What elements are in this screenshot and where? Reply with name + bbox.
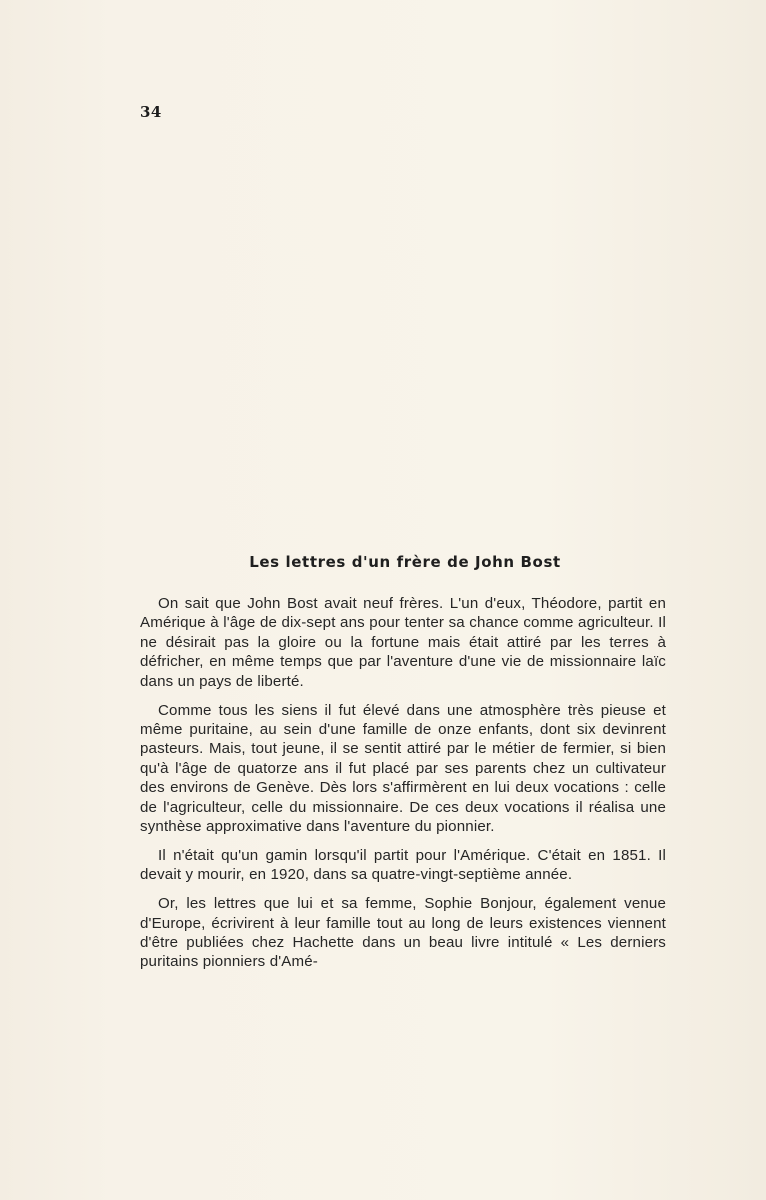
page-number: 34 <box>140 103 162 121</box>
article-title: Les lettres d'un frère de John Bost <box>249 553 561 571</box>
article-body <box>140 594 666 981</box>
paragraph: Or, les lettres que lui et sa femme, Sophie Bonjour, également venue d'Europe, écrivirent à leur famille tout au long de leurs existences viennent d'être publiées chez Hachette dans un beau livre intitulé « Les derniers puritains pionniers d'Amé- <box>140 895 666 971</box>
paragraph: Comme tous les siens il fut élevé dans une atmosphère très pieuse et même puritaine, au sein d'une famille de onze enfants, dont six devinrent pasteurs. Mais, tout jeune, il se sentit attiré par le métier de fermier, si bien qu'à l'âge de quatorze ans il fut placé par ses parents chez un cultivateur des environs de Genève. Dès lors s'affirmèrent en lui deux vocations : celle de l'agriculteur, celle du missionnaire. De ces deux vocations il réalisa une synthèse approximative dans l'aventure du pionnier. <box>140 701 666 835</box>
paragraph: On sait que John Bost avait neuf frères. L'un d'eux, Théodore, partit en Amérique à l'âge de dix-sept ans pour tenter sa chance comme agriculteur. Il ne désirait pas la gloire ou la fortune mais était attiré par les terres à défricher, en même temps que par l'aventure d'une vie de missionnaire laïc dans un pays de liberté. <box>140 595 666 690</box>
paragraph: Il n'était qu'un gamin lorsqu'il partit pour l'Amérique. C'était en 1851. Il devait y mourir, en 1920, dans sa quatre-vingt-septième année. <box>140 846 666 884</box>
